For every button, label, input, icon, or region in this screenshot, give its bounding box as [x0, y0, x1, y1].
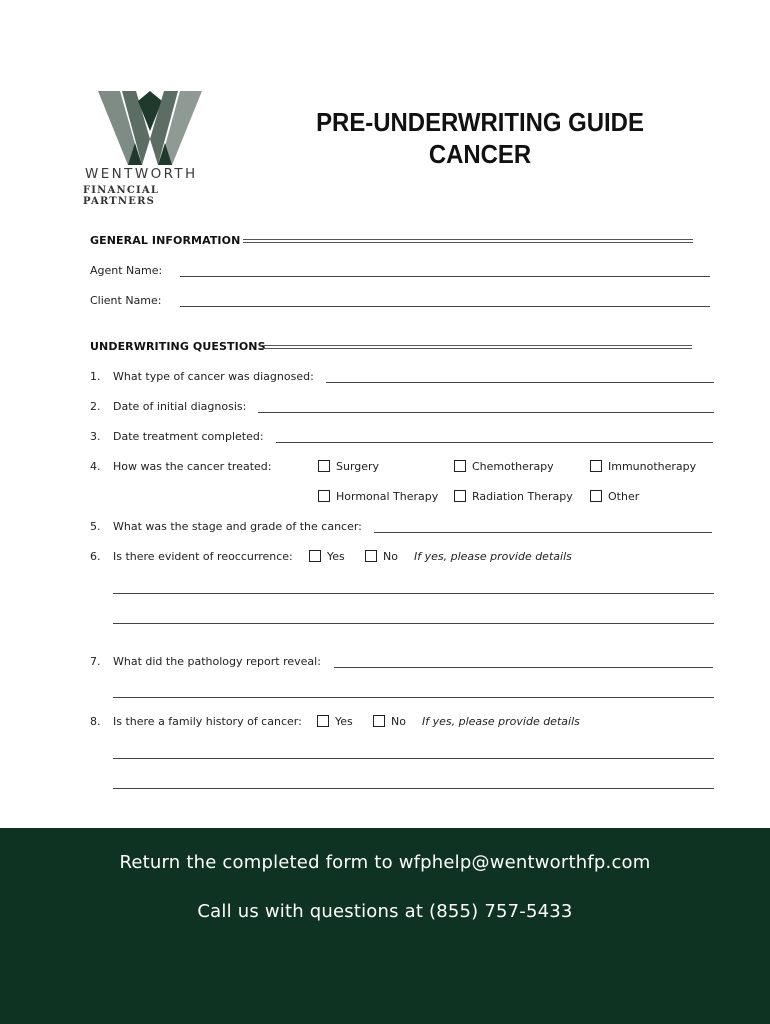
reoccurrence-details-hint: If yes, please provide details	[414, 550, 572, 563]
reoccurrence-no-checkbox[interactable]	[365, 550, 377, 562]
question-7-number: 7.	[90, 655, 101, 668]
agent-name-field[interactable]	[180, 276, 710, 277]
reoccurrence-yes-label: Yes	[327, 550, 345, 563]
other-option-label: Other	[608, 490, 640, 503]
wentworth-w-logo-icon	[98, 91, 202, 165]
treatment-completed-date-field[interactable]	[276, 442, 713, 443]
title-line-2: CANCER	[428, 139, 532, 169]
agent-name-label: Agent Name:	[90, 264, 163, 277]
radiation-therapy-checkbox[interactable]	[454, 490, 466, 502]
question-6-label: Is there evident of reoccurrence:	[113, 550, 293, 563]
radiation-therapy-option-label: Radiation Therapy	[472, 490, 573, 503]
question-8-number: 8.	[90, 715, 101, 728]
footer-banner	[0, 828, 770, 1024]
question-5-label: What was the stage and grade of the cancer:	[113, 520, 362, 533]
general-information-heading: GENERAL INFORMATION	[90, 234, 241, 247]
client-name-label: Client Name:	[90, 294, 162, 307]
reoccurrence-details-line-1[interactable]	[113, 593, 714, 594]
question-2-label: Date of initial diagnosis:	[113, 400, 247, 413]
underwriting-questions-heading: UNDERWRITING QUESTIONS	[90, 340, 266, 353]
question-7-label: What did the pathology report reveal:	[113, 655, 321, 668]
stage-grade-field[interactable]	[374, 532, 712, 533]
question-8-label: Is there a family history of cancer:	[113, 715, 302, 728]
question-1-number: 1.	[90, 370, 101, 383]
chemotherapy-option-label: Chemotherapy	[472, 460, 554, 473]
footer-return-instructions: Return the completed form to wfphelp@wentworthfp.com	[119, 852, 651, 873]
footer-contact-phone: Call us with questions at (855) 757-5433	[197, 901, 573, 922]
family-history-yes-label: Yes	[335, 715, 353, 728]
question-6-number: 6.	[90, 550, 101, 563]
family-history-details-line-2[interactable]	[113, 788, 714, 789]
question-4-label: How was the cancer treated:	[113, 460, 272, 473]
pathology-report-line-2[interactable]	[113, 697, 714, 698]
page-title	[314, 106, 645, 170]
question-2-number: 2.	[90, 400, 101, 413]
diagnosis-date-field[interactable]	[258, 412, 714, 413]
surgery-checkbox[interactable]	[318, 460, 330, 472]
title-line-1: PRE-UNDERWRITING GUIDE	[316, 107, 644, 137]
family-history-details-hint: If yes, please provide details	[422, 715, 580, 728]
family-history-no-label: No	[391, 715, 406, 728]
company-logo	[80, 88, 220, 207]
chemotherapy-checkbox[interactable]	[454, 460, 466, 472]
family-history-yes-checkbox[interactable]	[317, 715, 329, 727]
hormonal-therapy-option-label: Hormonal Therapy	[336, 490, 439, 503]
question-3-label: Date treatment completed:	[113, 430, 264, 443]
question-5-number: 5.	[90, 520, 101, 533]
hormonal-therapy-checkbox[interactable]	[318, 490, 330, 502]
pathology-report-field[interactable]	[334, 667, 713, 668]
client-name-field[interactable]	[180, 306, 710, 307]
section-divider	[259, 345, 692, 349]
family-history-details-line-1[interactable]	[113, 758, 714, 759]
question-3-number: 3.	[90, 430, 101, 443]
question-4-number: 4.	[90, 460, 101, 473]
reoccurrence-yes-checkbox[interactable]	[309, 550, 321, 562]
logo-tagline: FINANCIAL PARTNERS	[83, 185, 160, 207]
reoccurrence-details-line-2[interactable]	[113, 623, 714, 624]
question-1-label: What type of cancer was diagnosed:	[113, 370, 314, 383]
cancer-type-field[interactable]	[326, 382, 714, 383]
reoccurrence-no-label: No	[383, 550, 398, 563]
logo-wordmark: WENTWORTH	[85, 166, 198, 182]
other-checkbox[interactable]	[590, 490, 602, 502]
immunotherapy-checkbox[interactable]	[590, 460, 602, 472]
immunotherapy-option-label: Immunotherapy	[608, 460, 697, 473]
surgery-option-label: Surgery	[336, 460, 380, 473]
section-divider	[243, 239, 693, 243]
family-history-no-checkbox[interactable]	[373, 715, 385, 727]
